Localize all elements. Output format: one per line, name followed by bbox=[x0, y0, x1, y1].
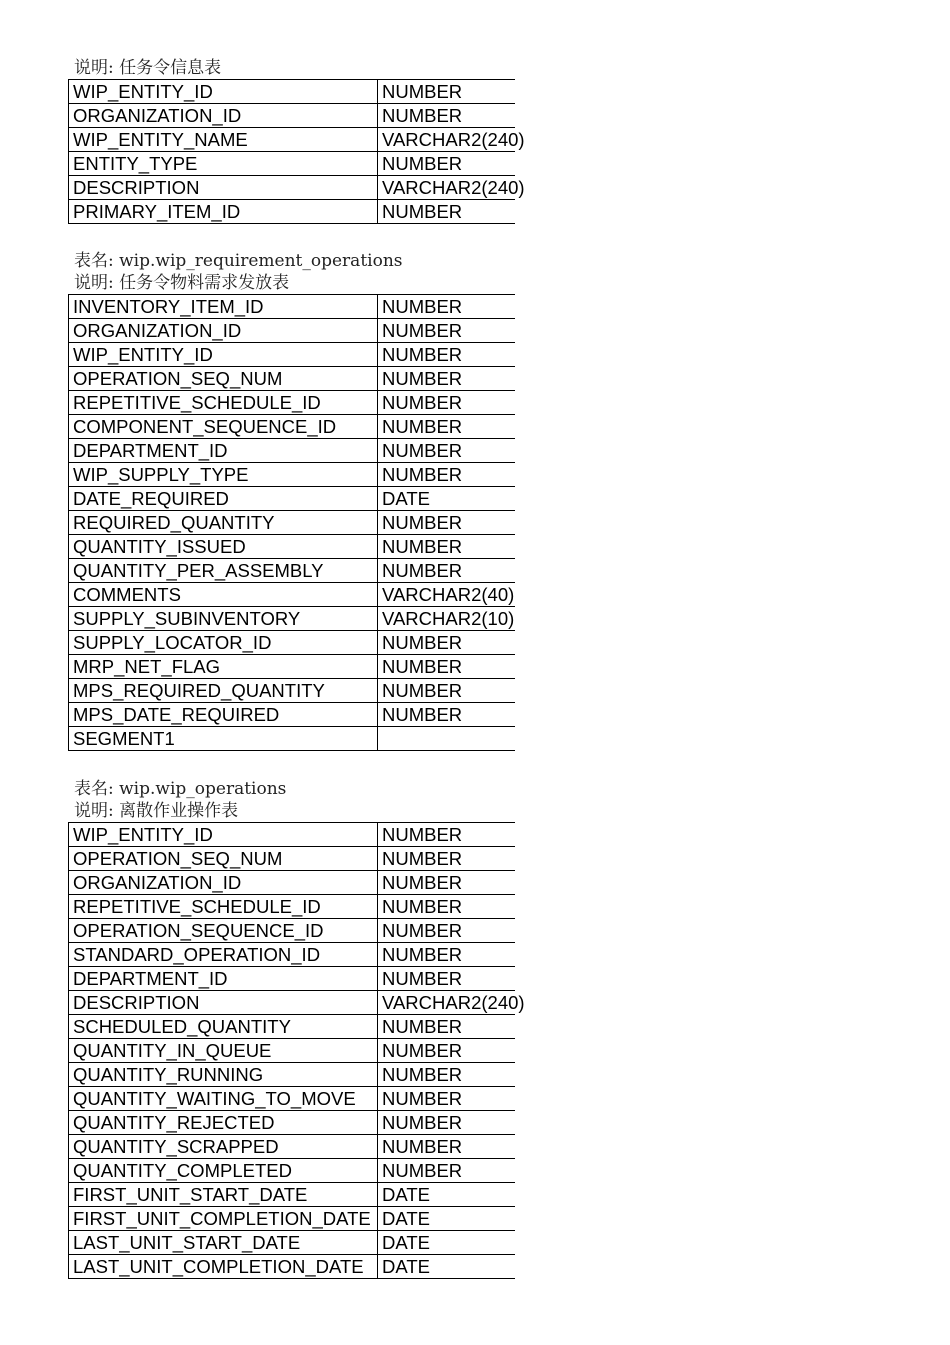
table-row bbox=[69, 343, 515, 367]
column-type-cell: DATE bbox=[378, 1231, 515, 1255]
table-row bbox=[69, 1063, 515, 1087]
column-name-cell: LAST_UNIT_START_DATE bbox=[69, 1231, 378, 1255]
column-type-cell: NUMBER bbox=[378, 1087, 515, 1111]
table-row bbox=[69, 1039, 515, 1063]
column-name-cell: REQUIRED_QUANTITY bbox=[69, 511, 378, 535]
table-row bbox=[69, 487, 515, 511]
table-row bbox=[69, 1135, 515, 1159]
column-name-cell: COMMENTS bbox=[69, 583, 378, 607]
column-type-cell bbox=[378, 727, 515, 751]
section-wip-operations bbox=[68, 778, 525, 1279]
table-row bbox=[69, 176, 515, 200]
table-row bbox=[69, 535, 515, 559]
table-row bbox=[69, 463, 515, 487]
table-row bbox=[69, 943, 515, 967]
table-row bbox=[69, 439, 515, 463]
column-name-cell: WIP_ENTITY_NAME bbox=[69, 128, 378, 152]
column-name-cell: QUANTITY_IN_QUEUE bbox=[69, 1039, 378, 1063]
table-row bbox=[69, 295, 515, 319]
columns-table bbox=[68, 79, 525, 224]
column-name-cell: ORGANIZATION_ID bbox=[69, 871, 378, 895]
column-type-cell: NUMBER bbox=[378, 200, 515, 224]
column-name-cell: MPS_DATE_REQUIRED bbox=[69, 703, 378, 727]
column-type-cell: DATE bbox=[378, 1183, 515, 1207]
table-row bbox=[69, 655, 515, 679]
table-row bbox=[69, 967, 515, 991]
column-type-cell: NUMBER bbox=[378, 655, 515, 679]
column-type-cell: NUMBER bbox=[378, 80, 515, 104]
column-name-cell: DEPARTMENT_ID bbox=[69, 439, 378, 463]
column-name-cell: LAST_UNIT_COMPLETION_DATE bbox=[69, 1255, 378, 1279]
column-name-cell: ORGANIZATION_ID bbox=[69, 319, 378, 343]
table-row bbox=[69, 1207, 515, 1231]
column-type-cell: NUMBER bbox=[378, 847, 515, 871]
column-type-cell: NUMBER bbox=[378, 104, 515, 128]
column-type-cell: NUMBER bbox=[378, 1111, 515, 1135]
table-row bbox=[69, 1111, 515, 1135]
column-name-cell: WIP_ENTITY_ID bbox=[69, 80, 378, 104]
column-type-cell: NUMBER bbox=[378, 463, 515, 487]
column-type-cell: DATE bbox=[378, 1255, 515, 1279]
section-wip-requirement-operations bbox=[68, 250, 515, 751]
column-name-cell: MPS_REQUIRED_QUANTITY bbox=[69, 679, 378, 703]
table-description: 说明: 离散作业操作表 bbox=[74, 801, 239, 821]
table-row bbox=[69, 511, 515, 535]
column-type-cell: NUMBER bbox=[378, 295, 515, 319]
table-row bbox=[69, 607, 515, 631]
table-row bbox=[69, 1087, 515, 1111]
column-name-cell: COMPONENT_SEQUENCE_ID bbox=[69, 415, 378, 439]
column-name-cell: QUANTITY_COMPLETED bbox=[69, 1159, 378, 1183]
column-name-cell: ENTITY_TYPE bbox=[69, 152, 378, 176]
column-name-cell: QUANTITY_ISSUED bbox=[69, 535, 378, 559]
column-type-cell: NUMBER bbox=[378, 559, 515, 583]
column-name-cell: STANDARD_OPERATION_ID bbox=[69, 943, 378, 967]
column-name-cell: DEPARTMENT_ID bbox=[69, 967, 378, 991]
table-row bbox=[69, 367, 515, 391]
table-row bbox=[69, 583, 515, 607]
table-row bbox=[69, 319, 515, 343]
table-description: 说明: 任务令信息表 bbox=[74, 58, 222, 78]
column-type-cell: NUMBER bbox=[378, 415, 515, 439]
columns-table bbox=[68, 294, 515, 751]
table-row bbox=[69, 80, 515, 104]
column-name-cell: WIP_ENTITY_ID bbox=[69, 823, 378, 847]
column-type-cell: VARCHAR2(240) bbox=[378, 991, 515, 1015]
column-type-cell: NUMBER bbox=[378, 703, 515, 727]
column-type-cell: NUMBER bbox=[378, 391, 515, 415]
column-name-cell: SEGMENT1 bbox=[69, 727, 378, 751]
table-row bbox=[69, 1231, 515, 1255]
table-row bbox=[69, 104, 515, 128]
column-type-cell: NUMBER bbox=[378, 1063, 515, 1087]
column-name-cell: OPERATION_SEQ_NUM bbox=[69, 367, 378, 391]
column-name-cell: QUANTITY_RUNNING bbox=[69, 1063, 378, 1087]
table-row bbox=[69, 823, 515, 847]
column-name-cell: OPERATION_SEQ_NUM bbox=[69, 847, 378, 871]
columns-table bbox=[68, 822, 525, 1279]
column-type-cell: NUMBER bbox=[378, 319, 515, 343]
column-type-cell: DATE bbox=[378, 1207, 515, 1231]
column-type-cell: NUMBER bbox=[378, 943, 515, 967]
column-type-cell: VARCHAR2(10) bbox=[378, 607, 515, 631]
table-row bbox=[69, 1255, 515, 1279]
column-type-cell: NUMBER bbox=[378, 631, 515, 655]
column-type-cell: NUMBER bbox=[378, 679, 515, 703]
column-type-cell: NUMBER bbox=[378, 823, 515, 847]
table-row bbox=[69, 391, 515, 415]
column-name-cell: DESCRIPTION bbox=[69, 991, 378, 1015]
column-name-cell: DATE_REQUIRED bbox=[69, 487, 378, 511]
column-name-cell: INVENTORY_ITEM_ID bbox=[69, 295, 378, 319]
column-type-cell: NUMBER bbox=[378, 1039, 515, 1063]
table-name: 表名: wip.wip_requirement_operations bbox=[74, 251, 403, 271]
column-type-cell: NUMBER bbox=[378, 535, 515, 559]
column-name-cell: REPETITIVE_SCHEDULE_ID bbox=[69, 391, 378, 415]
column-name-cell: FIRST_UNIT_COMPLETION_DATE bbox=[69, 1207, 378, 1231]
table-row bbox=[69, 559, 515, 583]
column-name-cell: WIP_ENTITY_ID bbox=[69, 343, 378, 367]
table-description: 说明: 任务令物料需求发放表 bbox=[74, 273, 290, 293]
table-row bbox=[69, 895, 515, 919]
section-wip-entities bbox=[68, 57, 525, 224]
table-row bbox=[69, 847, 515, 871]
column-type-cell: NUMBER bbox=[378, 919, 515, 943]
column-name-cell: FIRST_UNIT_START_DATE bbox=[69, 1183, 378, 1207]
column-name-cell: SUPPLY_SUBINVENTORY bbox=[69, 607, 378, 631]
table-row bbox=[69, 703, 515, 727]
table-row bbox=[69, 1159, 515, 1183]
column-type-cell: NUMBER bbox=[378, 367, 515, 391]
table-row bbox=[69, 727, 515, 751]
table-row bbox=[69, 200, 515, 224]
table-row bbox=[69, 415, 515, 439]
column-type-cell: NUMBER bbox=[378, 343, 515, 367]
column-type-cell: NUMBER bbox=[378, 967, 515, 991]
column-type-cell: NUMBER bbox=[378, 1159, 515, 1183]
column-name-cell: SUPPLY_LOCATOR_ID bbox=[69, 631, 378, 655]
column-name-cell: REPETITIVE_SCHEDULE_ID bbox=[69, 895, 378, 919]
table-row bbox=[69, 152, 515, 176]
table-row bbox=[69, 991, 515, 1015]
column-name-cell: OPERATION_SEQUENCE_ID bbox=[69, 919, 378, 943]
column-type-cell: VARCHAR2(240) bbox=[378, 176, 515, 200]
column-name-cell: SCHEDULED_QUANTITY bbox=[69, 1015, 378, 1039]
column-name-cell: ORGANIZATION_ID bbox=[69, 104, 378, 128]
column-type-cell: NUMBER bbox=[378, 1135, 515, 1159]
table-row bbox=[69, 631, 515, 655]
table-row bbox=[69, 919, 515, 943]
column-type-cell: DATE bbox=[378, 487, 515, 511]
column-type-cell: NUMBER bbox=[378, 511, 515, 535]
column-type-cell: VARCHAR2(240) bbox=[378, 128, 515, 152]
column-name-cell: PRIMARY_ITEM_ID bbox=[69, 200, 378, 224]
column-type-cell: NUMBER bbox=[378, 439, 515, 463]
column-name-cell: QUANTITY_PER_ASSEMBLY bbox=[69, 559, 378, 583]
column-name-cell: QUANTITY_REJECTED bbox=[69, 1111, 378, 1135]
column-name-cell: QUANTITY_SCRAPPED bbox=[69, 1135, 378, 1159]
table-row bbox=[69, 128, 515, 152]
table-row bbox=[69, 679, 515, 703]
column-type-cell: NUMBER bbox=[378, 871, 515, 895]
column-type-cell: NUMBER bbox=[378, 895, 515, 919]
column-name-cell: DESCRIPTION bbox=[69, 176, 378, 200]
table-name: 表名: wip.wip_operations bbox=[74, 779, 287, 799]
column-type-cell: VARCHAR2(40) bbox=[378, 583, 515, 607]
table-row bbox=[69, 1183, 515, 1207]
column-type-cell: NUMBER bbox=[378, 1015, 515, 1039]
table-row bbox=[69, 1015, 515, 1039]
column-name-cell: WIP_SUPPLY_TYPE bbox=[69, 463, 378, 487]
column-name-cell: QUANTITY_WAITING_TO_MOVE bbox=[69, 1087, 378, 1111]
column-type-cell: NUMBER bbox=[378, 152, 515, 176]
column-name-cell: MRP_NET_FLAG bbox=[69, 655, 378, 679]
table-row bbox=[69, 871, 515, 895]
